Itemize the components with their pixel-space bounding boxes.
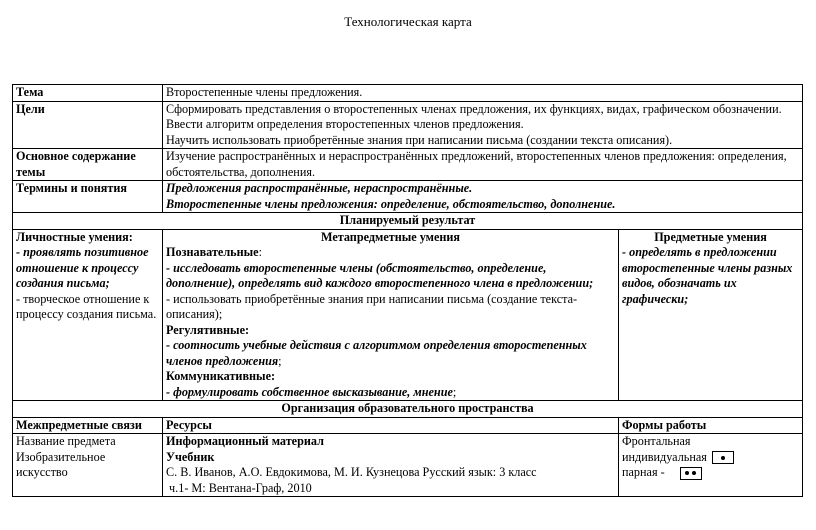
single-dot-icon (712, 451, 734, 464)
row-terms (13, 181, 803, 213)
forms-cell (619, 434, 803, 497)
meta-heading: Метапредметные умения (320, 229, 460, 244)
communicative-italic: - формулировать собственное высказывание, мнение (166, 384, 453, 399)
double-dot-icon (680, 467, 702, 480)
form-individual: индивидуальная (622, 449, 707, 464)
terms-line-2: Второстепенные члены предложения: определение, обстоятельство, дополнение. (166, 196, 616, 211)
tema-label: Тема (13, 85, 163, 102)
tema-value: Второстепенные члены предложения. (163, 85, 803, 102)
results-header: Планируемый результат (13, 213, 803, 230)
meta-skills-cell (163, 229, 619, 401)
regulative-end: ; (278, 353, 282, 368)
regulative-label: Регулятивные: (166, 322, 250, 337)
cognitive-italic: - исследовать второстепенные члены (обстоятельство, определение, дополнение), определять вид каждого второстепенного члена в предложении; (166, 260, 594, 290)
regulative-italic: - соотносить учебные действия с алгоритмом определения второстепенных членов предложения (166, 338, 587, 368)
row-tema (13, 85, 803, 102)
row-content (13, 149, 803, 181)
resources-header: Ресурсы (163, 417, 619, 434)
subject-heading: Предметные умения (654, 229, 767, 244)
cognitive-label: Познавательные (166, 245, 259, 259)
personal-plain: - творческое отношение к процессу создания письма. (16, 291, 157, 321)
info-material-label: Информационный материал (166, 434, 324, 448)
row-celi (13, 101, 803, 149)
content-value: Изучение распространённых и нераспространённых предложений, второстепенных членов предложения: определения, обстоятельства, дополнения. (163, 149, 803, 181)
links-cell (13, 434, 163, 497)
celi-line-3: Научить использовать приобретённые знания при написании письма (создании текста описания). (166, 132, 673, 147)
textbook-label: Учебник (166, 449, 215, 464)
form-pair: парная - (622, 465, 665, 479)
textbook-line-2: ч.1- М: Вентана-Граф, 2010 (166, 480, 312, 495)
terms-value (163, 181, 803, 213)
celi-line-2: Ввести алгоритм определения второстепенных членов предложения. (166, 117, 524, 131)
row-org-header (13, 401, 803, 418)
links-line-1: Название предмета (16, 434, 116, 448)
personal-heading: Личностные умения: (16, 229, 133, 244)
row-org-content (13, 434, 803, 497)
content-label: Основное содержание темы (13, 149, 163, 181)
links-header: Межпредметные связи (13, 417, 163, 434)
organization-header: Организация образовательного пространства (13, 401, 803, 418)
subject-skills-cell (619, 229, 803, 401)
forms-header: Формы работы (619, 417, 803, 434)
links-line-3: искусство (16, 465, 68, 479)
tech-card-table (12, 84, 803, 497)
celi-value (163, 101, 803, 149)
terms-line-1: Предложения распространённые, нераспространённые. (166, 181, 473, 195)
links-line-2: Изобразительное (16, 449, 106, 464)
terms-label: Термины и понятия (13, 181, 163, 213)
row-org-columns (13, 417, 803, 434)
personal-italic: - проявлять позитивное отношение к процессу создания письма; (16, 245, 149, 290)
textbook-line-1: С. В. Иванов, А.О. Евдокимова, М. И. Кузнецова Русский язык: 3 класс (166, 465, 537, 479)
row-results (13, 229, 803, 401)
row-results-header (13, 213, 803, 230)
communicative-end: ; (452, 384, 457, 399)
celi-line-1: Сформировать представления о второстепенных членах предложения, их функциях, видах, графическом обозначении. (166, 101, 782, 116)
personal-skills-cell (13, 229, 163, 401)
resources-cell (163, 434, 619, 497)
cognitive-plain: - использовать приобретённые знания при написании письма (создание текста-описания); (166, 291, 578, 321)
subject-italic: - определять в предложении второстепенные члены разных видов, обозначать их графически; (622, 245, 793, 306)
communicative-label: Коммуникативные: (166, 369, 276, 383)
form-frontal: Фронтальная (622, 434, 691, 448)
celi-label: Цели (13, 101, 163, 149)
document-title: Технологическая карта (344, 14, 472, 29)
cognitive-colon: : (258, 245, 262, 259)
